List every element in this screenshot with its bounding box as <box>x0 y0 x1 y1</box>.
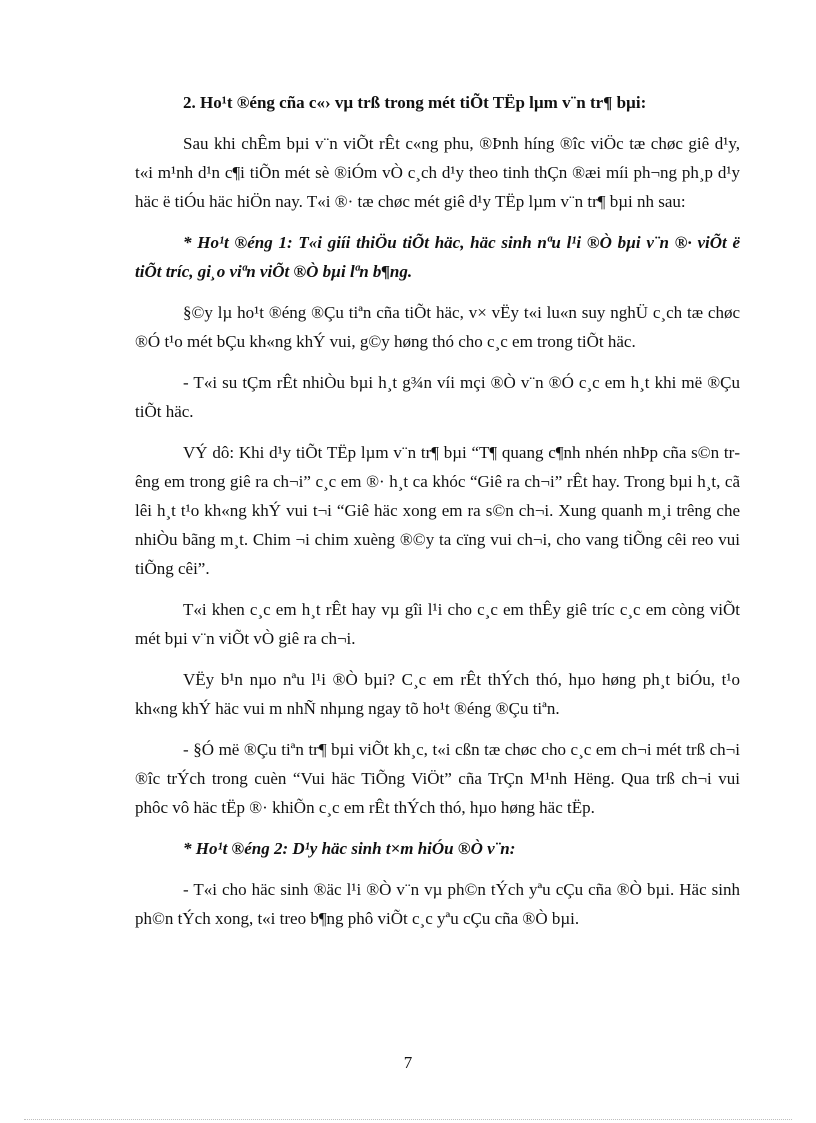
activity-1-heading: * Ho¹t ®éng 1: T«i giíi thiÖu tiÕt häc, häc sinh nªu l¹i ®Ò bµi v¨n ®· viÕt ë tiÕt tríc, gi¸o viªn viÕt ®Ò bµi lªn b¶ng. <box>135 233 740 281</box>
page-bottom-divider <box>24 1119 792 1120</box>
activity-2-heading: * Ho¹t ®éng 2: D¹y häc sinh t×m hiÓu ®Ò v¨n: <box>183 839 516 858</box>
paragraph-example: VÝ dô: Khi d¹y tiÕt TËp lµm v¨n tr¶ bµi “T¶ quang c¶nh nhén nhÞp cña s©n trêng em trong giê ra ch¬i” c¸c em ®· h¸t ca khóc “Giê ra ch¬i” rÊt hay. Trong bµi h¸t, cã lêi h¸t t¹o kh«ng khÝ vui t¬i “Giê häc xong em ra s©n ch¬i. Xung quanh m¸i trêng che nhiÒu bãng m¸t. Chim ¬i chim xuèng ®©y ta cïng vui ch¬i, cho vang tiÕng cêi reo vui tiÕng cêi”. <box>135 443 740 578</box>
paragraph-analysis: - T«i cho häc sinh ®äc l¹i ®Ò v¨n vµ ph©n tÝch yªu cÇu cña ®Ò bµi. Häc sinh ph©n tÝch xong, t«i treo b¶ng phô viÕt c¸c yªu cÇu cña ®Ò bµi. <box>135 880 740 928</box>
page-number: 7 <box>403 1053 413 1072</box>
paragraph-songs: - T«i su tÇm rÊt nhiÒu bµi h¸t g¾n víi mçi ®Ò v¨n ®Ó c¸c em h¸t khi më ®Çu tiÕt häc. <box>135 373 740 421</box>
paragraph-intro: Sau khi chÊm bµi v¨n viÕt rÊt c«ng phu, ®Þnh híng ®îc viÖc tæ chøc giê d¹y, t«i m¹nh d¹n c¶i tiÕn mét sè ®iÓm vÒ c¸ch d¹y theo tinh thÇn ®æi míi ph¬ng ph¸p d¹y häc ë tiÓu häc hiÖn nay. T«i ®· tæ chøc mét giê d¹y TËp lµm v¨n tr¶ bµi nh sau: <box>135 134 740 211</box>
paragraph-activity-1: §©y lµ ho¹t ®éng ®Çu tiªn cña tiÕt häc, v× vËy t«i lu«n suy nghÜ c¸ch tæ chøc ®Ó t¹o mét bÇu kh«ng khÝ vui, g©y høng thó cho c¸c em trong tiÕt häc. <box>135 303 740 351</box>
paragraph-game: - §Ó më ®Çu tiªn tr¶ bµi viÕt kh¸c, t«i cßn tæ chøc cho c¸c em ch¬i mét trß ch¬i ®îc trÝch trong cuèn “Vui häc TiÕng ViÖt” cña TrÇn M¹nh Hëng. Qua trß ch¬i vui phôc vô häc tËp ®· khiÕn c¸c em rÊt thÝch thó, hµo høng häc tËp. <box>135 740 740 817</box>
paragraph-question: VËy b¹n nµo nªu l¹i ®Ò bµi? C¸c em rÊt thÝch thó, hµo høng ph¸t biÓu, t¹o kh«ng khÝ häc vui m nhÑ nhµng ngay tõ ho¹t ®éng ®Çu tiªn. <box>135 670 740 718</box>
section-heading: 2. Ho¹t ®éng cña c«› vµ trß trong mét tiÕt TËp lµm v¨n tr¶ bµi: <box>183 93 647 112</box>
paragraph-praise: T«i khen c¸c em h¸t rÊt hay vµ gîi l¹i cho c¸c em thÊy giê tríc c¸c em còng viÕt mét bµi v¨n viÕt vÒ giê ra ch¬i. <box>135 600 740 648</box>
page-body <box>135 88 740 933</box>
